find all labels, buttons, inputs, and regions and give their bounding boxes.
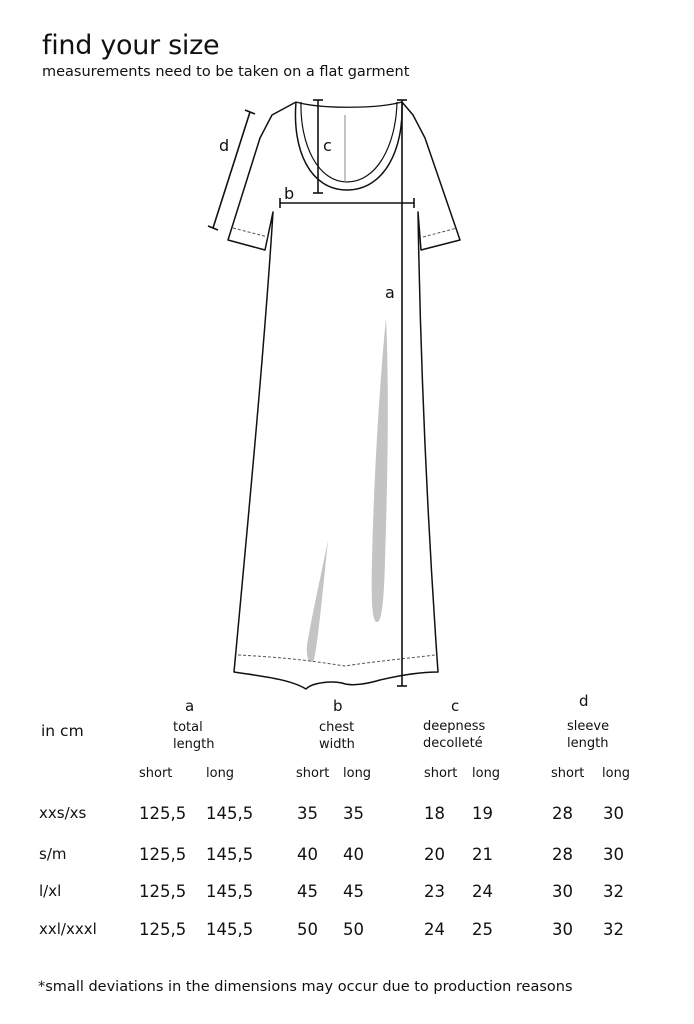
diagram-label-d: d <box>219 136 230 155</box>
dress-shading <box>372 318 388 622</box>
column-name-c <box>423 718 485 752</box>
unit-label: in cm <box>41 722 84 740</box>
table-cell: 50 <box>343 920 364 939</box>
hem-stitching <box>238 655 435 666</box>
measure-line-d <box>213 112 250 228</box>
neckline-outer <box>295 102 402 190</box>
table-cell: 24 <box>424 920 445 939</box>
column-name-line: sleeve <box>567 719 610 734</box>
table-cell: 18 <box>424 804 445 823</box>
subheader-long: long <box>602 766 631 781</box>
table-cell: 30 <box>603 804 624 823</box>
table-cell: 30 <box>552 920 573 939</box>
subheader-short: short <box>139 766 173 781</box>
table-cell: 125,5 <box>139 920 187 939</box>
column-letter-b: b <box>333 697 343 715</box>
table-cell: 40 <box>297 845 318 864</box>
table-cell: 145,5 <box>206 845 254 864</box>
footnote: *small deviations in the dimensions may occur due to production reasons <box>38 979 573 995</box>
column-letter-a: a <box>185 697 195 715</box>
subheader-long: long <box>472 766 501 781</box>
table-cell: 125,5 <box>139 845 187 864</box>
table-cell: 28 <box>552 845 573 864</box>
size-label: l/xl <box>39 882 62 900</box>
table-cell: 32 <box>603 920 624 939</box>
sleeve-hem-stitching <box>233 228 268 237</box>
neckline-back <box>296 102 402 107</box>
table-cell: 21 <box>472 845 493 864</box>
subheader-long: long <box>343 766 372 781</box>
column-name-line: length <box>567 736 609 751</box>
table-cell: 145,5 <box>206 920 254 939</box>
table-cell: 145,5 <box>206 804 254 823</box>
table-cell: 50 <box>297 920 318 939</box>
sleeve-hem-stitching <box>423 228 457 237</box>
column-name-line: width <box>319 737 355 752</box>
table-cell: 23 <box>424 882 445 901</box>
table-cell: 30 <box>603 845 624 864</box>
subheader-short: short <box>296 766 330 781</box>
table-cell: 32 <box>603 882 624 901</box>
size-label: s/m <box>39 845 67 863</box>
column-name-line: chest <box>319 720 355 735</box>
table-cell: 125,5 <box>139 804 187 823</box>
diagram-label-c: c <box>323 136 332 155</box>
table-cell: 40 <box>343 845 364 864</box>
column-name-line: length <box>173 737 215 752</box>
column-name-d <box>567 718 609 752</box>
column-name-line: deepness <box>423 719 486 734</box>
table-cell: 25 <box>472 920 493 939</box>
page-subtitle: measurements need to be taken on a flat garment <box>42 64 410 80</box>
table-cell: 19 <box>472 804 493 823</box>
subheader-long: long <box>206 766 235 781</box>
subheader-short: short <box>424 766 458 781</box>
table-cell: 45 <box>343 882 364 901</box>
table-cell: 30 <box>552 882 573 901</box>
table-cell: 145,5 <box>206 882 254 901</box>
column-letter-d: d <box>579 692 589 710</box>
column-name-a <box>173 719 214 753</box>
table-cell: 125,5 <box>139 882 187 901</box>
table-cell: 20 <box>424 845 445 864</box>
page-title: find your size <box>42 30 220 61</box>
column-letter-c: c <box>451 697 460 715</box>
column-name-line: decolleté <box>423 736 483 751</box>
diagram-label-b: b <box>284 184 295 203</box>
column-name-line: total <box>173 720 203 735</box>
table-cell: 24 <box>472 882 493 901</box>
dress-shading <box>307 540 328 662</box>
diagram-label-a: a <box>385 283 395 302</box>
size-label: xxs/xs <box>39 804 87 822</box>
size-label: xxl/xxxl <box>39 920 97 938</box>
column-name-b <box>319 719 355 753</box>
subheader-short: short <box>551 766 585 781</box>
table-cell: 45 <box>297 882 318 901</box>
table-cell: 28 <box>552 804 573 823</box>
neckline-inner <box>301 102 397 182</box>
table-cell: 35 <box>297 804 318 823</box>
table-cell: 35 <box>343 804 364 823</box>
